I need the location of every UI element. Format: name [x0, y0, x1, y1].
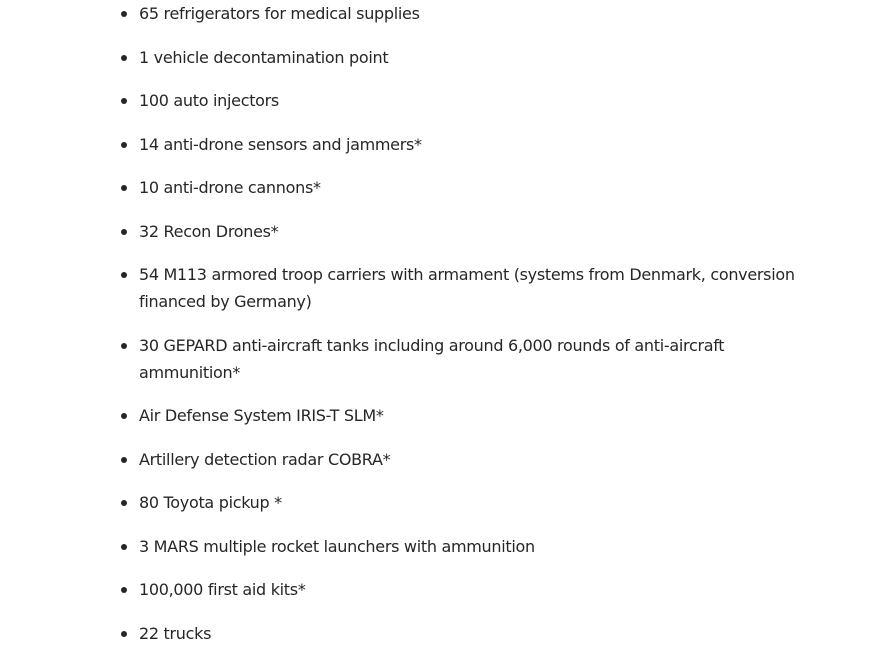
list-item-text: 54 M113 armored troop carriers with armament (systems from Denmark, conversion financed by Germany)	[139, 265, 795, 311]
list-item-text: Air Defense System IRIS-T SLM*	[139, 406, 384, 425]
list-item	[118, 0, 818, 27]
bullet-icon	[121, 631, 127, 637]
list-item	[118, 489, 818, 516]
bullet-icon	[121, 98, 127, 104]
list-item	[118, 174, 818, 201]
bullet-icon	[121, 544, 127, 550]
list-item-text: 14 anti-drone sensors and jammers*	[139, 134, 422, 154]
list-item-text: Artillery detection radar COBRA*	[139, 449, 391, 469]
list-item-text: 1 vehicle decontamination point	[139, 47, 389, 67]
list-item	[118, 44, 818, 71]
list-item-text: 10 anti-drone cannons*	[139, 178, 321, 197]
list-item-text: 80 Toyota pickup *	[139, 493, 282, 512]
bullet-icon	[121, 142, 127, 148]
equipment-list	[118, 0, 818, 663]
list-item-text: 100 auto injectors	[139, 91, 279, 110]
bullet-icon	[121, 55, 127, 61]
list-item-text: 65 refrigerators for medical supplies	[139, 4, 420, 23]
bullet-icon	[121, 587, 127, 593]
list-item	[118, 446, 818, 473]
bullet-icon	[121, 229, 127, 235]
list-item	[118, 87, 818, 114]
bullet-icon	[121, 457, 127, 463]
list-item	[118, 131, 818, 158]
bullet-icon	[121, 185, 127, 191]
bullet-icon	[121, 500, 127, 506]
list-item	[118, 332, 818, 386]
list-item-text: 3 MARS multiple rocket launchers with ammunition	[139, 536, 535, 556]
list-item	[118, 620, 818, 647]
list-item-text: 32 Recon Drones*	[139, 221, 279, 241]
list-item-text: 30 GEPARD anti-aircraft tanks including around 6,000 rounds of anti-aircraft ammunition*	[139, 335, 725, 382]
list-item	[118, 218, 818, 245]
list-item-text: 22 trucks	[139, 623, 212, 643]
list-item	[118, 261, 818, 315]
list-item	[118, 402, 818, 429]
bullet-icon	[121, 413, 127, 419]
list-item	[118, 533, 818, 560]
list-item-text: 100,000 first aid kits*	[139, 580, 306, 599]
list-item	[118, 576, 818, 603]
bullet-icon	[121, 343, 127, 349]
bullet-icon	[121, 272, 127, 278]
bullet-icon	[121, 11, 127, 17]
